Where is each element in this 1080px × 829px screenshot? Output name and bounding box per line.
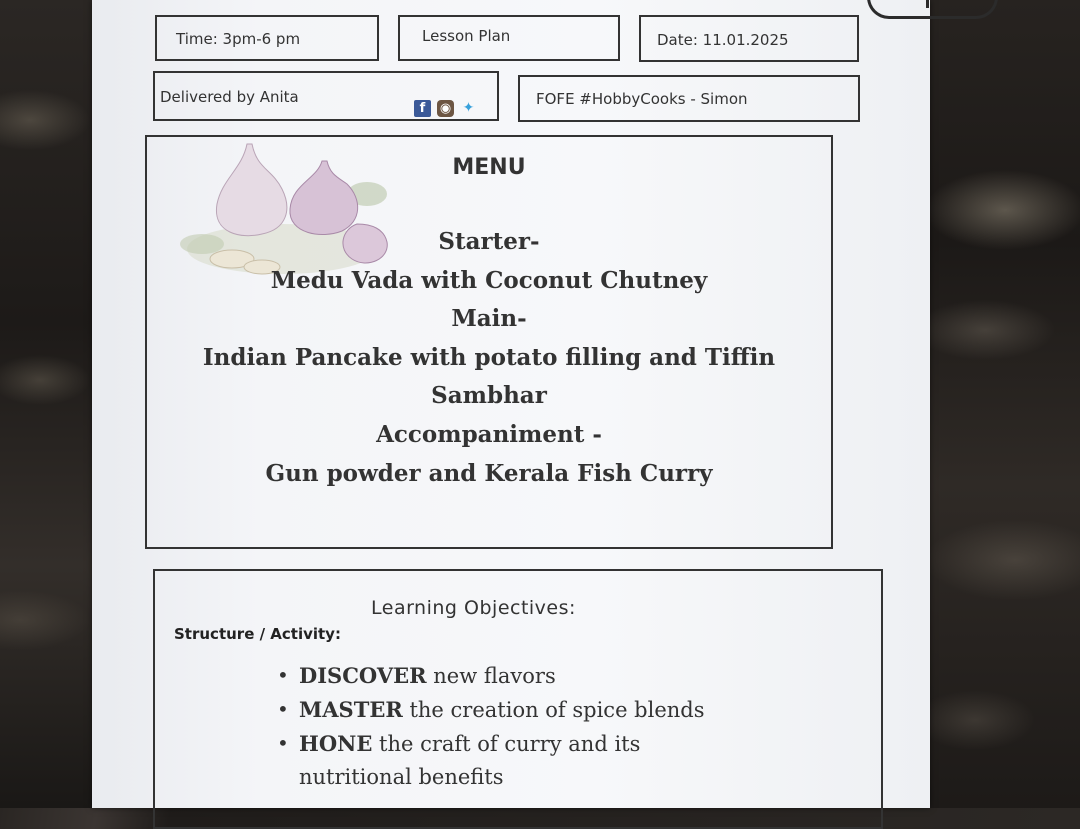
table-surface-right [925,0,1080,808]
menu-line-main-cont: Sambhar [431,382,547,410]
date-box [639,15,859,62]
objective-keyword: HONE [299,731,373,756]
learning-objectives-box [153,569,883,829]
time-box [155,15,379,61]
objective-text: the craft of curry and its nutritional benefits [299,732,641,789]
delivered-by-text: Delivered by Anita [160,88,299,106]
twitter-icon: ✦ [462,100,475,116]
objectives-title: Learning Objectives: [371,597,576,619]
date-text: Date: 11.01.2025 [657,31,789,49]
menu-line-starter-heading: Starter- [438,228,540,255]
menu-line-starter: Medu Vada with Coconut Chutney [270,266,708,294]
structure-activity-label: Structure / Activity: [174,625,341,643]
lesson-plan-text: Lesson Plan [422,27,511,45]
table-surface-left [0,0,95,808]
objective-keyword: DISCOVER [299,663,427,688]
instagram-icon: ◉ [437,100,454,117]
tag-text: FOFE #HobbyCooks - Simon [536,90,748,108]
time-text: Time: 3pm-6 pm [176,30,301,48]
menu-items [147,223,831,493]
menu-line-main-heading: Main- [451,305,527,333]
objective-text: new flavors [426,664,556,688]
menu-line-accompaniment: Gun powder and Kerala Fish Curry [265,459,713,487]
menu-line-main: Indian Pancake with potato filling and Tiffin [202,343,776,371]
objective-keyword: MASTER [299,697,403,722]
lesson-plan-box [398,15,620,61]
facebook-icon: f [414,100,431,117]
list-item [279,727,659,794]
list-item [279,659,799,693]
list-item [279,693,799,727]
tag-box [518,75,860,122]
menu-title: MENU [452,155,526,180]
social-icons [414,100,477,117]
objectives-list [279,659,799,794]
menu-line-accompaniment-heading: Accompaniment - [376,420,602,448]
decorative-drawing [867,0,998,19]
objective-text: the creation of spice blends [402,698,705,722]
menu-box [145,135,833,549]
